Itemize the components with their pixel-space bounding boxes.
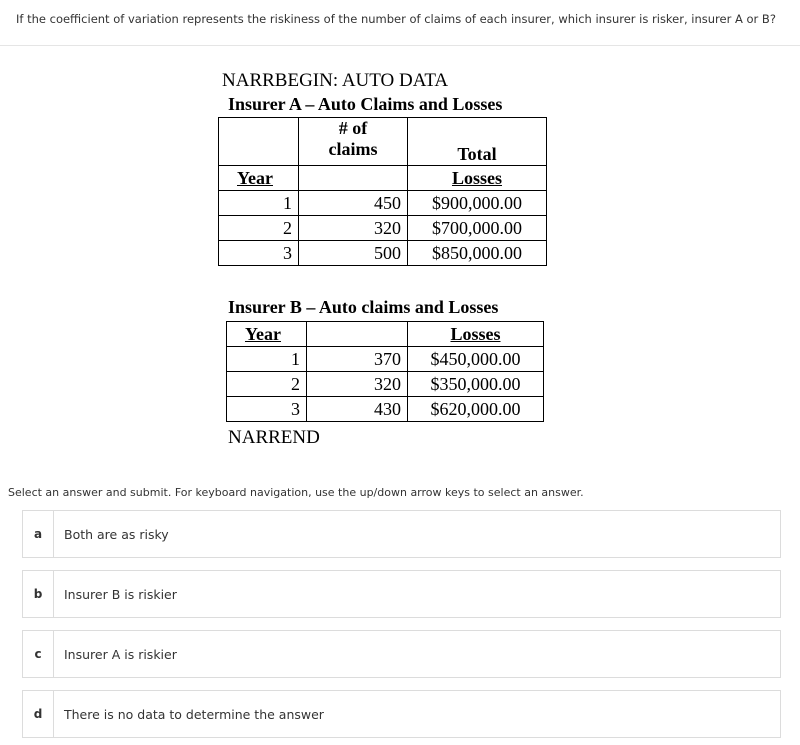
year-header-label: Year [245,323,281,344]
table-cell [219,118,299,166]
option-letter: c [23,631,54,677]
insurer-a-table [218,117,547,266]
narr-begin-label: NARRBEGIN: AUTO DATA [222,70,449,91]
option-letter: a [23,511,54,557]
losses-header [408,322,544,347]
year-cell: 3 [227,397,307,422]
claims-cell: 430 [307,397,408,422]
table-row [227,347,544,372]
insurer-a-title: Insurer A – Auto Claims and Losses [228,94,503,114]
option-text: Insurer A is riskier [64,646,177,662]
answer-instructions: Select an answer and submit. For keyboard navigation, use the up/down arrow keys to select an answer. [8,486,584,499]
claims-cell: 450 [299,191,408,216]
losses-header-label: Losses [450,323,501,344]
option-letter: b [23,571,54,617]
claims-cell: 500 [299,241,408,266]
narr-end-label: NARREND [228,427,320,448]
claims-cell: 370 [307,347,408,372]
claims-header-line2: claims [328,139,378,159]
losses-header-label: Losses [451,167,502,188]
option-text: There is no data to determine the answer [64,706,324,722]
option-text: Both are as risky [64,526,169,542]
losses-cell: $700,000.00 [408,216,547,241]
losses-cell: $850,000.00 [408,241,547,266]
answer-option-d[interactable] [22,690,781,738]
option-letter: d [23,691,54,737]
losses-cell: $620,000.00 [408,397,544,422]
losses-header [408,166,547,191]
claims-header-line1: # of [338,118,368,138]
insurer-b-table [226,321,544,422]
table-row [219,241,547,266]
year-cell: 1 [227,347,307,372]
option-text: Insurer B is riskier [64,586,177,602]
total-header: Total [408,118,547,166]
losses-cell: $350,000.00 [408,372,544,397]
claims-cell: 320 [299,216,408,241]
losses-cell: $450,000.00 [408,347,544,372]
year-cell: 2 [219,216,299,241]
table-cell [307,322,408,347]
table-row [227,372,544,397]
year-header [227,322,307,347]
insurer-b-title: Insurer B – Auto claims and Losses [228,297,499,317]
answer-option-a[interactable] [22,510,781,558]
year-cell: 1 [219,191,299,216]
year-cell: 3 [219,241,299,266]
losses-cell: $900,000.00 [408,191,547,216]
year-header-label: Year [237,167,273,188]
table-row [219,216,547,241]
table-row [219,191,547,216]
question-text: If the coefficient of variation represents the riskiness of the number of claims of each insurer, which insurer is risker, insurer A or B? [0,0,800,46]
claims-cell: 320 [307,372,408,397]
year-header [219,166,299,191]
claims-header [299,118,408,166]
table-cell [299,166,408,191]
answer-option-b[interactable] [22,570,781,618]
year-cell: 2 [227,372,307,397]
table-row [227,397,544,422]
answer-option-c[interactable] [22,630,781,678]
